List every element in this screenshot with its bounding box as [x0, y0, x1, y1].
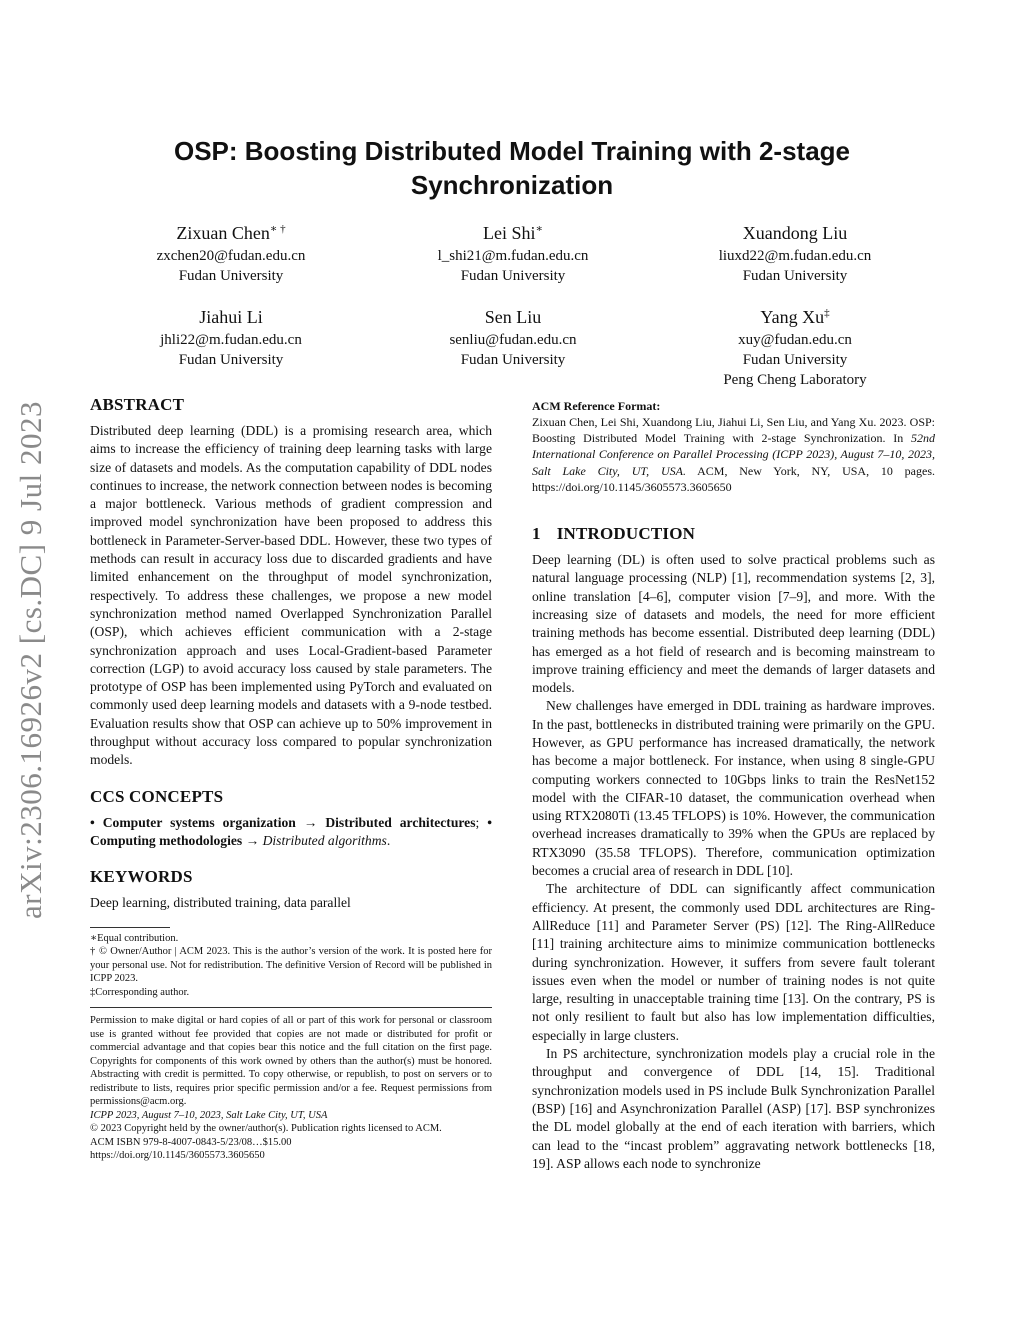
permission-rule	[90, 1007, 492, 1008]
acm-reference-venue: 52nd International Conference on Parallel Processing (ICPP 2023), August 7–10, 2023, Salt Lake City, UT, USA.	[532, 431, 935, 478]
author-name: Sen Liu	[484, 307, 542, 327]
permission-block	[90, 1007, 492, 1163]
author-affiliation: Fudan University	[460, 352, 566, 368]
author	[372, 300, 654, 390]
footnote-owner: † © Owner/Author | ACM 2023. This is the author’s version of the work. It is posted here for your personal use. Not for redistribution. The definitive Version of Record will be published in ICPP 2023.	[90, 946, 492, 985]
acm-reference-heading: ACM Reference Format:	[532, 399, 661, 413]
section-number: 1	[532, 524, 541, 544]
footnote-equal-contribution: ∗Equal contribution.	[90, 932, 179, 944]
keywords-text: Deep learning, distributed training, data parallel	[90, 895, 351, 911]
author	[654, 216, 936, 286]
author-name: Zixuan Chen	[176, 223, 270, 243]
abstract-heading: ABSTRACT	[90, 395, 185, 414]
arxiv-sidebar	[6, 370, 56, 950]
author-email: l_shi21@m.fudan.edu.cn	[437, 248, 589, 264]
author-email: jhli22@m.fudan.edu.cn	[160, 332, 302, 348]
conference-venue: ICPP 2023, August 7–10, 2023, Salt Lake City, UT, USA	[90, 1109, 328, 1121]
ccs-concept-1-sub: Distributed architectures	[325, 814, 476, 830]
intro-paragraph: In PS architecture, synchronization models play a crucial role in the throughput and convergence of DDL [14, 15]. Traditional synchronization models used in PS include Bulk Synchronization Parallel (BSP) [16] and Asynchronization Parallel (ASP) [17]. BSP synchronizes the DL model globally at the end of each iteration with barriers, which can lead to the “incast problem” aggravating network bottlenecks [18, 19]. ASP allows each node to synchronize	[532, 1046, 935, 1171]
author-name: Xuandong Liu	[742, 223, 848, 243]
acm-reference-text	[532, 414, 935, 495]
isbn-line: ACM ISBN 979-8-4007-0843-5/23/08…$15.00	[90, 1136, 292, 1148]
author	[90, 216, 372, 286]
author-name: Yang Xu	[760, 307, 825, 327]
author-name: Lei Shi	[483, 223, 536, 243]
left-column	[90, 394, 492, 1163]
ccs-concept-1: • Computer systems organization	[90, 814, 296, 830]
ccs-end: .	[386, 832, 391, 848]
arxiv-identifier: arXiv:2306.16926v2 [cs.DC] 9 Jul 2023	[13, 401, 48, 919]
ccs-arrow: →	[242, 832, 263, 848]
author-affiliation: Fudan University	[742, 268, 848, 284]
author-affiliation-secondary: Peng Cheng Laboratory	[723, 372, 867, 388]
introduction-heading	[532, 523, 935, 545]
author-block	[90, 216, 936, 404]
ccs-separator: ;	[475, 814, 488, 830]
ccs-concepts	[90, 814, 492, 851]
author-row	[90, 300, 936, 390]
author	[654, 300, 936, 390]
intro-paragraph: The architecture of DDL can significantly affect communication efficiency. At present, the commonly used DDL architectures are Ring-AllReduce [11] and Parameter Server (PS) [12]. The Ring-AllReduce [11] training architecture aims to minimize communication bottlenecks during synchronization. However, it suffers from severe fault tolerant issues even when the model or number of training nodes is not quite large, resulting in unacceptable training time [13]. On the contrary, PS is not only resilient to fault but also has low implementation difficulties, especially in large clusters.	[532, 881, 935, 1043]
ccs-concept-2-sub: Distributed algorithms	[262, 832, 387, 848]
author-email: xuy@fudan.edu.cn	[738, 332, 852, 348]
author-affiliation: Fudan University	[742, 352, 848, 368]
author-mark: ‡	[824, 307, 830, 319]
keywords-heading: KEYWORDS	[90, 867, 193, 887]
acm-reference-part: Zixuan Chen, Lei Shi, Xuandong Liu, Jiahui Li, Sen Liu, and Yang Xu. 2023. OSP: Boosting Distributed Model Training with 2-stage Synchronization. In	[532, 415, 935, 446]
right-column	[532, 398, 935, 1173]
section-title: INTRODUCTION	[556, 524, 696, 544]
author-affiliation: Fudan University	[460, 268, 566, 284]
author	[90, 300, 372, 390]
author-email: liuxd22@m.fudan.edu.cn	[718, 248, 872, 264]
copyright-line: © 2023 Copyright held by the owner/author(s). Publication rights licensed to ACM.	[90, 1123, 442, 1135]
acm-reference-part: ACM, New York, NY, USA, 10 pages. https://doi.org/10.1145/3605573.3605650	[532, 463, 936, 494]
author-affiliation: Fudan University	[178, 268, 284, 284]
ccs-arrow: →	[295, 814, 326, 830]
footnotes	[90, 927, 492, 1000]
author-row	[90, 216, 936, 286]
abstract-text: Distributed deep learning (DDL) is a promising research area, which aims to increase the efficiency of training deep learning tasks with large size of datasets and models. As the computation capability of DDL nodes continues to increase, the network connection between nodes is becoming a major bottleneck. Various methods of gradient compression and improved model synchronization have been proposed to address this bottleneck in Parameter-Server-based DDL. However, these two types of methods can result in accuracy loss due to discarded gradients and have limited enhancement on the throughput of model synchronization, respectively. To address these challenges, we propose a new model synchronization method named Overlapped Synchronization Parallel (OSP), which achieves efficient communication with a 2-stage synchronization approach and uses Local-Gradient-based Parameter correction (LGP) to avoid accuracy loss caused by stale parameters. The prototype of OSP has been implemented using PyTorch and evaluated on commonly used deep learning models and datasets with a 9-node testbed. Evaluation results show that OSP can achieve up to 50% improvement in throughput without accuracy loss compared to popular synchronization models.	[90, 423, 492, 768]
intro-paragraph: Deep learning (DL) is often used to solve practical problems such as natural language processing (NLP) [1], recommendation systems [2, 3], online translation [4–6], computer vision [7–9], and more. With the increasing size of datasets and models, the need for more efficient training methods has become essential. Distributed deep learning (DDL) has emerged as a hot field of research and is becoming mainstream to improve training efficiency and meet the demands of larger datasets and models.	[532, 552, 935, 696]
ccs-concept-2: • Computing methodologies	[90, 814, 492, 848]
author-mark: ∗ †	[269, 223, 286, 235]
author-name: Jiahui Li	[199, 307, 263, 327]
ccs-heading: CCS CONCEPTS	[90, 786, 224, 806]
doi-link[interactable]: https://doi.org/10.1145/3605573.3605650	[90, 1150, 265, 1162]
intro-paragraph: New challenges have emerged in DDL training as hardware improves. In the past, bottlenecks in distributed training were primarily on the GPU. However, as GPU performance has increased dramatically, the network has become a major bottleneck. For instance, when using 8 single-GPU computing workers connected to 10Gbps links to train the ResNet152 model with the CIFAR-10 dataset, the communication overhead when using RTX2080Ti (13.45 TFLOPS) is 10%. However, the communication overhead increases dramatically to 39% when the GPUs are replaced by RTX3090 (35.58 TFLOPS). Therefore, communication optimization becomes a crucial area of research in DDL [10].	[532, 698, 935, 879]
paper-title: OSP: Boosting Distributed Model Training with 2-stage Synchronization	[173, 136, 851, 200]
author-email: zxchen20@fudan.edu.cn	[156, 248, 306, 264]
author-affiliation: Fudan University	[178, 352, 284, 368]
permission-text: Permission to make digital or hard copies of all or part of this work for personal or classroom use is granted without fee provided that copies are not made or distributed for profit or commercial advantage and that copies bear this notice and the full citation on the first page. Copyrights for components of this work owned by others than the author(s) must be honored. Abstracting with credit is permitted. To copy otherwise, or republish, to post on servers or to redistribute to lists, requires prior specific permission and/or a fee. Request permissions from permissions@acm.org.	[90, 1015, 492, 1108]
author	[372, 216, 654, 286]
author-email: senliu@fudan.edu.cn	[449, 332, 577, 348]
footnote-rule	[90, 927, 170, 928]
author-mark: ∗	[535, 223, 543, 235]
footnote-corresponding: ‡Corresponding author.	[90, 986, 190, 998]
